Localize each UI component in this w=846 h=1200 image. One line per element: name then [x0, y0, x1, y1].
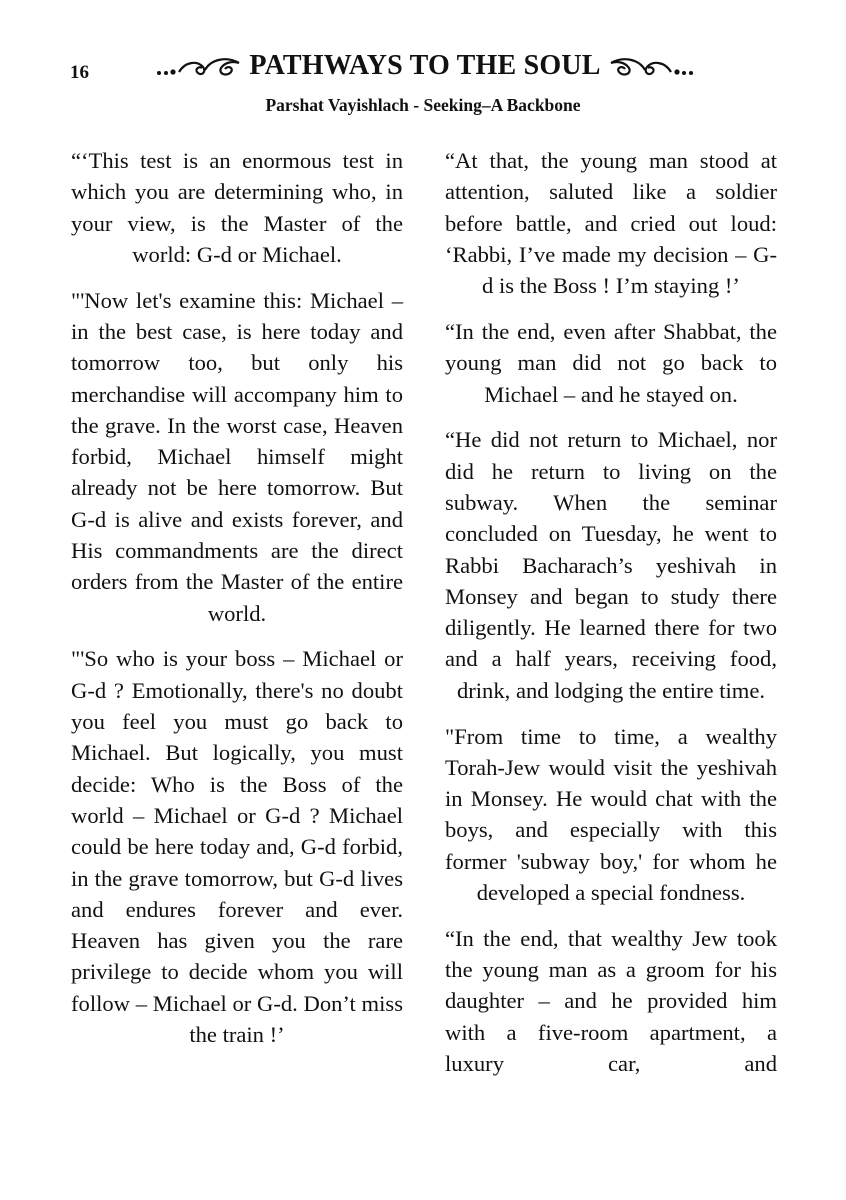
paragraph: “At that, the young man stood at attention, saluted like a soldier before battle, and cried out loud: ‘Rabbi, I’ve made my decision – G-d is the Boss ! I’m staying !’: [445, 148, 777, 299]
page-number: 16: [70, 62, 89, 83]
right-column: [445, 145, 777, 1094]
left-column: [71, 145, 403, 1065]
paragraph: “‘This test is an enormous test in which you are determining who, in your view, is the Master of the world: G-d or Michael.: [71, 148, 403, 267]
paragraph: “In the end, that wealthy Jew took the young man as a groom for his daughter – and he provided him with a five-room apartment, a luxury car, and: [445, 925, 777, 1077]
running-header: [130, 50, 720, 82]
paragraph: "'So who is your boss – Michael or G-d ? Emotionally, there's no doubt you feel you must go back to Michael. But logically, you must decide: Who is the Boss of the world – Michael or G-d ? Michael could be here today and, G-d forbid, in the grave tomorrow, but G-d lives and endures forever and ever. Heaven has given you the rare privilege to decide whom you will follow – Michael or G-d. Don’t miss the train !’: [71, 646, 403, 1048]
right-flourish-icon: [607, 53, 695, 79]
chapter-subtitle: Parshat Vayishlach - Seeking–A Backbone: [265, 95, 581, 115]
paragraph: "'Now let's examine this: Michael – in the best case, is here today and tomorrow too, but only his merchandise will accompany him to the grave. In the worst case, Heaven forbid, Michael himself might already not be here tomorrow. But G-d is alive and exists forever, and His commandments are the direct orders from the Master of the entire world.: [71, 287, 403, 626]
paragraph: "From time to time, a wealthy Torah-Jew would visit the yeshivah in Monsey. He would chat with the boys, and especially with this former 'subway boy,' for whom he developed a special fondness.: [445, 723, 777, 906]
left-flourish-icon: [155, 53, 243, 79]
paragraph: “In the end, even after Shabbat, the young man did not go back to Michael – and he stayed on.: [445, 318, 777, 407]
book-title: PATHWAYS TO THE SOUL: [249, 50, 601, 81]
paragraph: “He did not return to Michael, nor did he return to living on the subway. When the seminar concluded on Tuesday, he went to Rabbi Bacharach’s yeshivah in Monsey and began to study there diligently. He learned there for two and a half years, receiving food, drink, and lodging the entire time.: [445, 427, 777, 703]
